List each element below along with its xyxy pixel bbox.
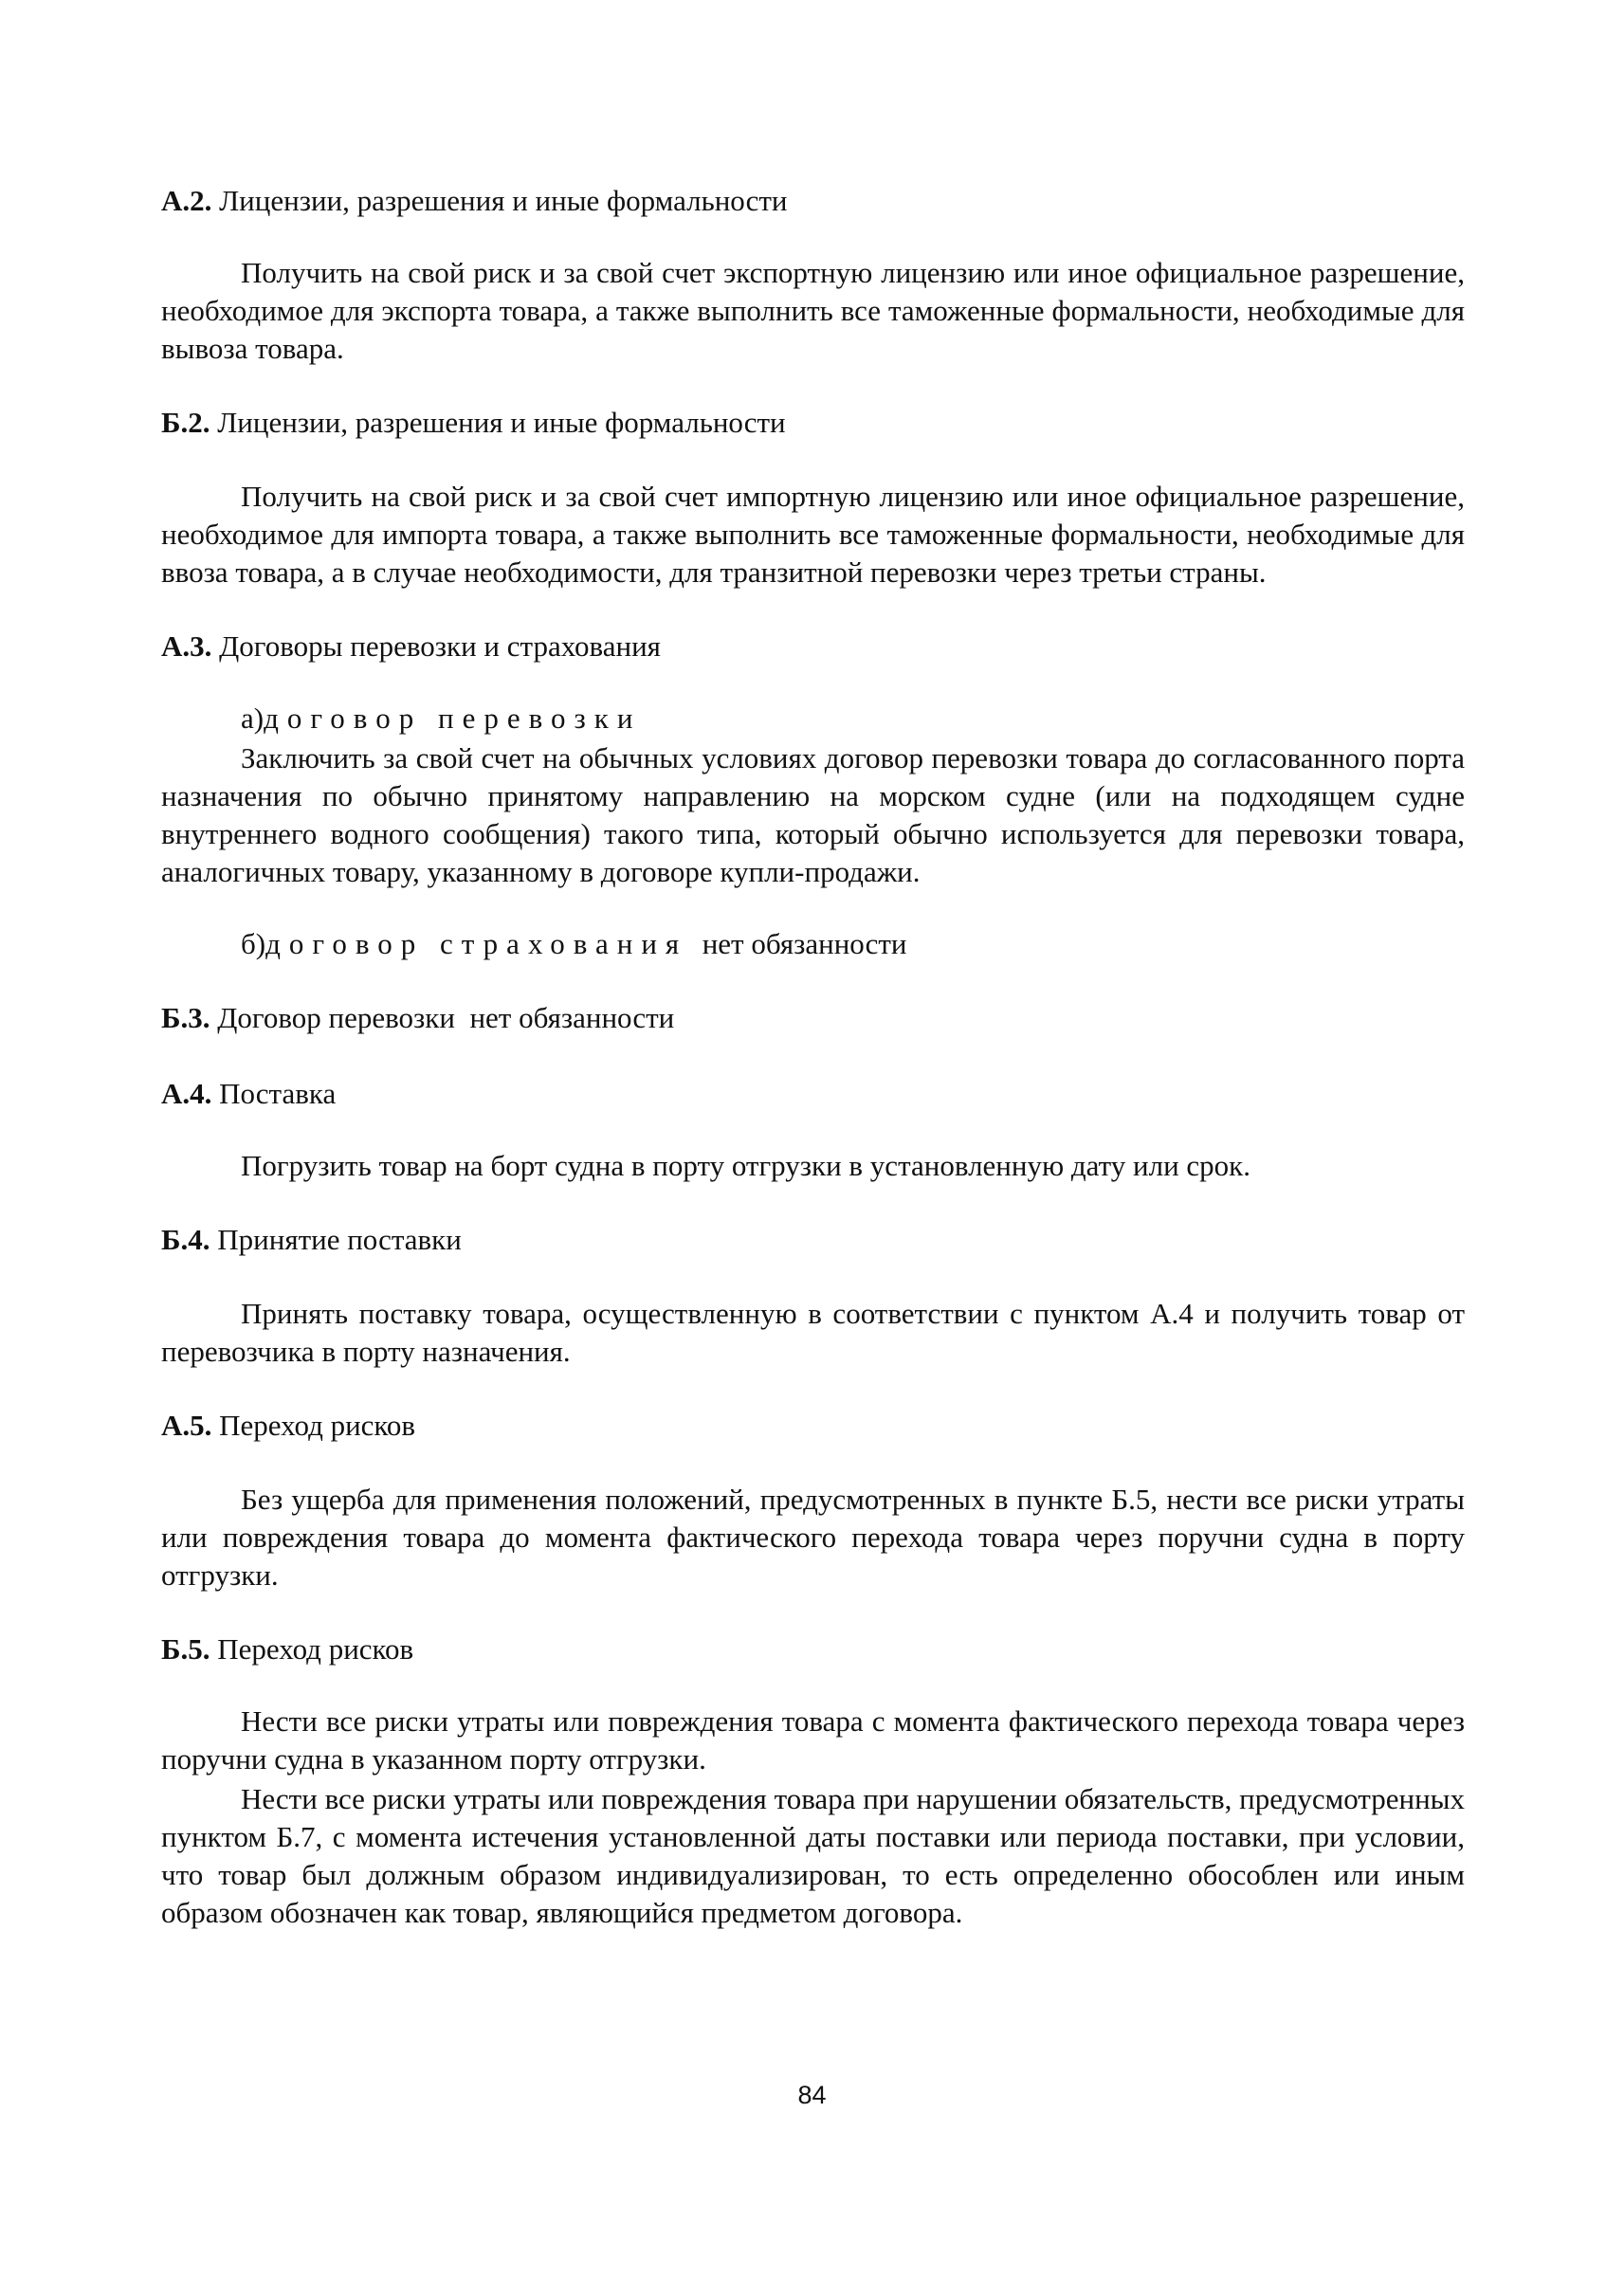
page-body [161, 180, 1465, 1932]
section-number: А.2. [161, 184, 212, 217]
section-title: Договор перевозки [217, 1001, 455, 1034]
section-title: Принятие поставки [217, 1223, 462, 1256]
section-number: Б.3. [161, 1001, 210, 1034]
section-heading-a4 [161, 1073, 1465, 1115]
section-title: Поставка [219, 1077, 337, 1110]
subitem-label: договор перевозки [264, 701, 642, 735]
section-number: Б.4. [161, 1223, 210, 1256]
section-number: А.5. [161, 1409, 212, 1442]
section-title: Лицензии, разрешения и иные формальности [217, 406, 786, 439]
section-title: Договоры перевозки и страхования [219, 629, 661, 663]
section-heading-a3 [161, 626, 1465, 667]
paragraph-b2: Получить на свой риск и за свой счет импортную лицензию или иное официальное разрешение, необходимое для импорта товара, а также выполнить все таможенные формальности, необходимые для ввоза товара, а в случае необходимости, для транзитной перевозки через третьи страны. [161, 480, 1465, 589]
subitem-b-heading [241, 925, 1465, 963]
section-number: А.3. [161, 629, 212, 663]
section-number: Б.2. [161, 406, 210, 439]
paragraph-b5-2: Нести все риски утраты или повреждения товара при нарушении обязательств, предусмотренных пунктом Б.7, с момента истечения установленной даты поставки или периода поставки, при условии, что товар был должным образом индивидуализирован, то есть определенно обособлен или иным образом обозначен как товар, являющийся предметом договора. [161, 1782, 1465, 1929]
paragraph-b5-1: Нести все риски утраты или повреждения товара с момента фактического перехода товара через поручни судна в указанном порту отгрузки. [161, 1704, 1465, 1776]
section-title: Переход рисков [217, 1632, 414, 1666]
subitem-a-heading [241, 700, 1465, 738]
section-title: Лицензии, разрешения и иные формальности [219, 184, 788, 217]
section-number: А.4. [161, 1077, 212, 1110]
paragraph-a3-carriage: Заключить за свой счет на обычных условиях договор перевозки товара до согласованного порта назначения по обычно принятому направлению на морском судне (или на подходящем судне внутреннего водного сообщения) такого типа, который обычно используется для перевозки товара, аналогичных товару, указанному в договоре купли-продажи. [161, 741, 1465, 888]
subitem-prefix: б) [241, 927, 266, 960]
section-heading-a2 [161, 180, 1465, 222]
subitem-prefix: а) [241, 701, 265, 735]
section-note: нет обязанности [469, 1001, 675, 1034]
subitem-label: договор страхования [265, 927, 688, 960]
page-number: 84 [797, 2081, 827, 2109]
subitem-note: нет обязанности [702, 927, 907, 960]
paragraph-a5: Без ущерба для применения положений, предусмотренных в пункте Б.5, нести все риски утраты или повреждения товара до момента фактического перехода товара через поручни судна в порту отгрузки. [161, 1483, 1465, 1592]
paragraph-a4: Погрузить товар на борт судна в порту отгрузки в установленную дату или срок. [241, 1149, 1250, 1182]
section-heading-b2 [161, 402, 1465, 444]
paragraph-b4: Принять поставку товара, осуществленную в соответствии с пунктом А.4 и получить товар от перевозчика в порту назначения. [161, 1297, 1465, 1368]
section-heading-b5 [161, 1629, 1465, 1670]
section-heading-b4 [161, 1219, 1465, 1261]
section-heading-a5 [161, 1405, 1465, 1447]
paragraph-a2: Получить на свой риск и за свой счет экспортную лицензию или иное официальное разрешение, необходимое для экспорта товара, а также выполнить все таможенные формальности, необходимые для вывоза товара. [161, 256, 1465, 365]
section-title: Переход рисков [219, 1409, 416, 1442]
section-number: Б.5. [161, 1632, 210, 1666]
section-heading-b3 [161, 997, 1465, 1039]
